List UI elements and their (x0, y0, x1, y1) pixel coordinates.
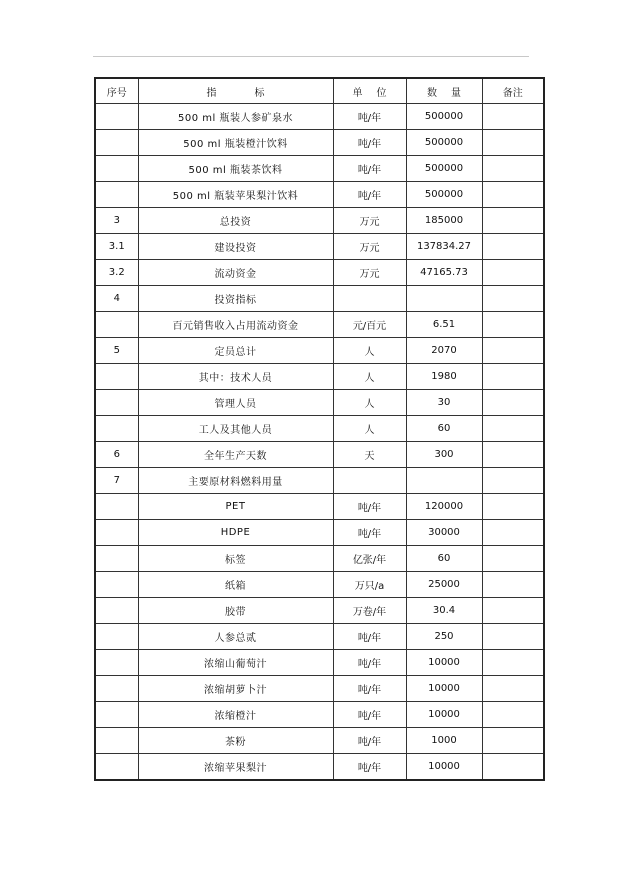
cell-note (482, 572, 544, 598)
cell-note (482, 364, 544, 390)
cell-quantity: 30000 (406, 520, 482, 546)
cell-quantity: 1000 (406, 728, 482, 754)
cell-note (482, 416, 544, 442)
table-row (95, 208, 544, 234)
cell-note (482, 338, 544, 364)
cell-unit: 吨/年 (333, 182, 406, 208)
cell-note (482, 390, 544, 416)
table-header-row (95, 78, 544, 104)
cell-indicator: 500 ml 瓶装茶饮料 (138, 156, 333, 182)
cell-indicator: 500 ml 瓶装苹果梨汁饮料 (138, 182, 333, 208)
table-row (95, 390, 544, 416)
cell-unit (333, 468, 406, 494)
cell-note (482, 520, 544, 546)
cell-indicator: PET (138, 494, 333, 520)
table-row (95, 156, 544, 182)
cell-unit: 吨/年 (333, 494, 406, 520)
cell-indicator: 浓缩胡萝卜汁 (138, 676, 333, 702)
table-row (95, 234, 544, 260)
cell-quantity: 120000 (406, 494, 482, 520)
table-row (95, 364, 544, 390)
cell-indicator: 主要原材料燃料用量 (138, 468, 333, 494)
cell-note (482, 312, 544, 338)
cell-unit: 吨/年 (333, 754, 406, 781)
cell-seq (95, 104, 138, 130)
cell-quantity: 30 (406, 390, 482, 416)
table-row (95, 312, 544, 338)
cell-unit: 万只/a (333, 572, 406, 598)
cell-note (482, 104, 544, 130)
cell-note (482, 702, 544, 728)
cell-seq (95, 572, 138, 598)
cell-quantity: 500000 (406, 104, 482, 130)
cell-quantity: 500000 (406, 156, 482, 182)
cell-unit: 吨/年 (333, 650, 406, 676)
header-unit: 单位 (333, 78, 406, 104)
cell-seq (95, 624, 138, 650)
cell-unit: 吨/年 (333, 130, 406, 156)
cell-note (482, 494, 544, 520)
cell-seq (95, 728, 138, 754)
table-row (95, 286, 544, 312)
cell-seq (95, 312, 138, 338)
cell-seq (95, 754, 138, 781)
cell-note (482, 754, 544, 781)
cell-indicator: 其中：技术人员 (138, 364, 333, 390)
cell-indicator: HDPE (138, 520, 333, 546)
page-header-rule (93, 56, 529, 57)
cell-unit (333, 286, 406, 312)
cell-indicator: 浓缩橙汁 (138, 702, 333, 728)
table-row (95, 546, 544, 572)
cell-note (482, 442, 544, 468)
cell-unit: 吨/年 (333, 702, 406, 728)
table-row (95, 442, 544, 468)
cell-indicator: 浓缩苹果梨汁 (138, 754, 333, 781)
header-note: 备注 (482, 78, 544, 104)
table-row (95, 572, 544, 598)
cell-seq (95, 364, 138, 390)
cell-indicator: 定员总计 (138, 338, 333, 364)
cell-unit: 人 (333, 338, 406, 364)
table-row (95, 754, 544, 781)
cell-seq (95, 650, 138, 676)
cell-note (482, 208, 544, 234)
cell-unit: 吨/年 (333, 104, 406, 130)
cell-quantity: 30.4 (406, 598, 482, 624)
table-row (95, 702, 544, 728)
cell-quantity: 60 (406, 546, 482, 572)
cell-indicator: 标签 (138, 546, 333, 572)
cell-seq (95, 494, 138, 520)
cell-seq (95, 676, 138, 702)
cell-indicator: 胶带 (138, 598, 333, 624)
table-row (95, 468, 544, 494)
cell-quantity: 500000 (406, 182, 482, 208)
table-row (95, 338, 544, 364)
cell-note (482, 156, 544, 182)
table-row (95, 676, 544, 702)
cell-unit: 万卷/年 (333, 598, 406, 624)
table-row (95, 650, 544, 676)
cell-note (482, 468, 544, 494)
cell-quantity: 250 (406, 624, 482, 650)
cell-indicator: 管理人员 (138, 390, 333, 416)
cell-quantity (406, 286, 482, 312)
cell-seq (95, 416, 138, 442)
cell-note (482, 234, 544, 260)
table-row (95, 624, 544, 650)
header-seq: 序号 (95, 78, 138, 104)
table-body (95, 104, 544, 781)
cell-note (482, 286, 544, 312)
table-row (95, 260, 544, 286)
cell-seq: 5 (95, 338, 138, 364)
cell-unit: 吨/年 (333, 624, 406, 650)
cell-seq: 7 (95, 468, 138, 494)
cell-seq (95, 390, 138, 416)
cell-indicator: 建设投资 (138, 234, 333, 260)
cell-quantity: 25000 (406, 572, 482, 598)
cell-indicator: 500 ml 瓶装人参矿泉水 (138, 104, 333, 130)
cell-unit: 万元 (333, 208, 406, 234)
cell-unit: 万元 (333, 260, 406, 286)
header-quantity: 数量 (406, 78, 482, 104)
cell-seq: 4 (95, 286, 138, 312)
cell-seq: 3 (95, 208, 138, 234)
cell-seq: 3.1 (95, 234, 138, 260)
cell-unit: 吨/年 (333, 676, 406, 702)
cell-indicator: 茶粉 (138, 728, 333, 754)
cell-indicator: 流动资金 (138, 260, 333, 286)
cell-quantity: 300 (406, 442, 482, 468)
table-row (95, 728, 544, 754)
cell-quantity: 10000 (406, 702, 482, 728)
table-row (95, 130, 544, 156)
indicator-table (94, 77, 545, 781)
cell-seq (95, 130, 138, 156)
cell-unit: 万元 (333, 234, 406, 260)
cell-quantity: 10000 (406, 650, 482, 676)
cell-seq (95, 182, 138, 208)
cell-quantity: 6.51 (406, 312, 482, 338)
cell-note (482, 598, 544, 624)
table-row (95, 182, 544, 208)
cell-unit: 吨/年 (333, 520, 406, 546)
cell-quantity: 60 (406, 416, 482, 442)
cell-unit: 亿张/年 (333, 546, 406, 572)
cell-quantity: 500000 (406, 130, 482, 156)
cell-seq (95, 520, 138, 546)
cell-note (482, 260, 544, 286)
cell-unit: 吨/年 (333, 156, 406, 182)
cell-unit: 人 (333, 390, 406, 416)
cell-indicator: 浓缩山葡萄汁 (138, 650, 333, 676)
cell-indicator: 工人及其他人员 (138, 416, 333, 442)
cell-unit: 吨/年 (333, 728, 406, 754)
cell-indicator: 总投资 (138, 208, 333, 234)
cell-seq (95, 156, 138, 182)
cell-seq (95, 702, 138, 728)
header-indicator: 指标 (138, 78, 333, 104)
cell-note (482, 728, 544, 754)
cell-indicator: 500 ml 瓶装橙汁饮料 (138, 130, 333, 156)
cell-quantity: 2070 (406, 338, 482, 364)
table-row (95, 520, 544, 546)
cell-note (482, 650, 544, 676)
cell-note (482, 130, 544, 156)
cell-indicator: 人参总贰 (138, 624, 333, 650)
cell-quantity: 185000 (406, 208, 482, 234)
cell-note (482, 182, 544, 208)
cell-note (482, 546, 544, 572)
cell-seq (95, 546, 138, 572)
table-row (95, 494, 544, 520)
cell-seq (95, 598, 138, 624)
cell-seq: 3.2 (95, 260, 138, 286)
table-row (95, 416, 544, 442)
cell-quantity: 10000 (406, 676, 482, 702)
cell-unit: 人 (333, 364, 406, 390)
cell-quantity: 1980 (406, 364, 482, 390)
cell-quantity: 10000 (406, 754, 482, 781)
cell-indicator: 投资指标 (138, 286, 333, 312)
cell-indicator: 百元销售收入占用流动资金 (138, 312, 333, 338)
cell-unit: 元/百元 (333, 312, 406, 338)
cell-unit: 人 (333, 416, 406, 442)
cell-seq: 6 (95, 442, 138, 468)
cell-quantity (406, 468, 482, 494)
cell-quantity: 47165.73 (406, 260, 482, 286)
cell-note (482, 624, 544, 650)
cell-quantity: 137834.27 (406, 234, 482, 260)
table-row (95, 104, 544, 130)
cell-note (482, 676, 544, 702)
cell-indicator: 全年生产天数 (138, 442, 333, 468)
table-row (95, 598, 544, 624)
cell-indicator: 纸箱 (138, 572, 333, 598)
cell-unit: 天 (333, 442, 406, 468)
